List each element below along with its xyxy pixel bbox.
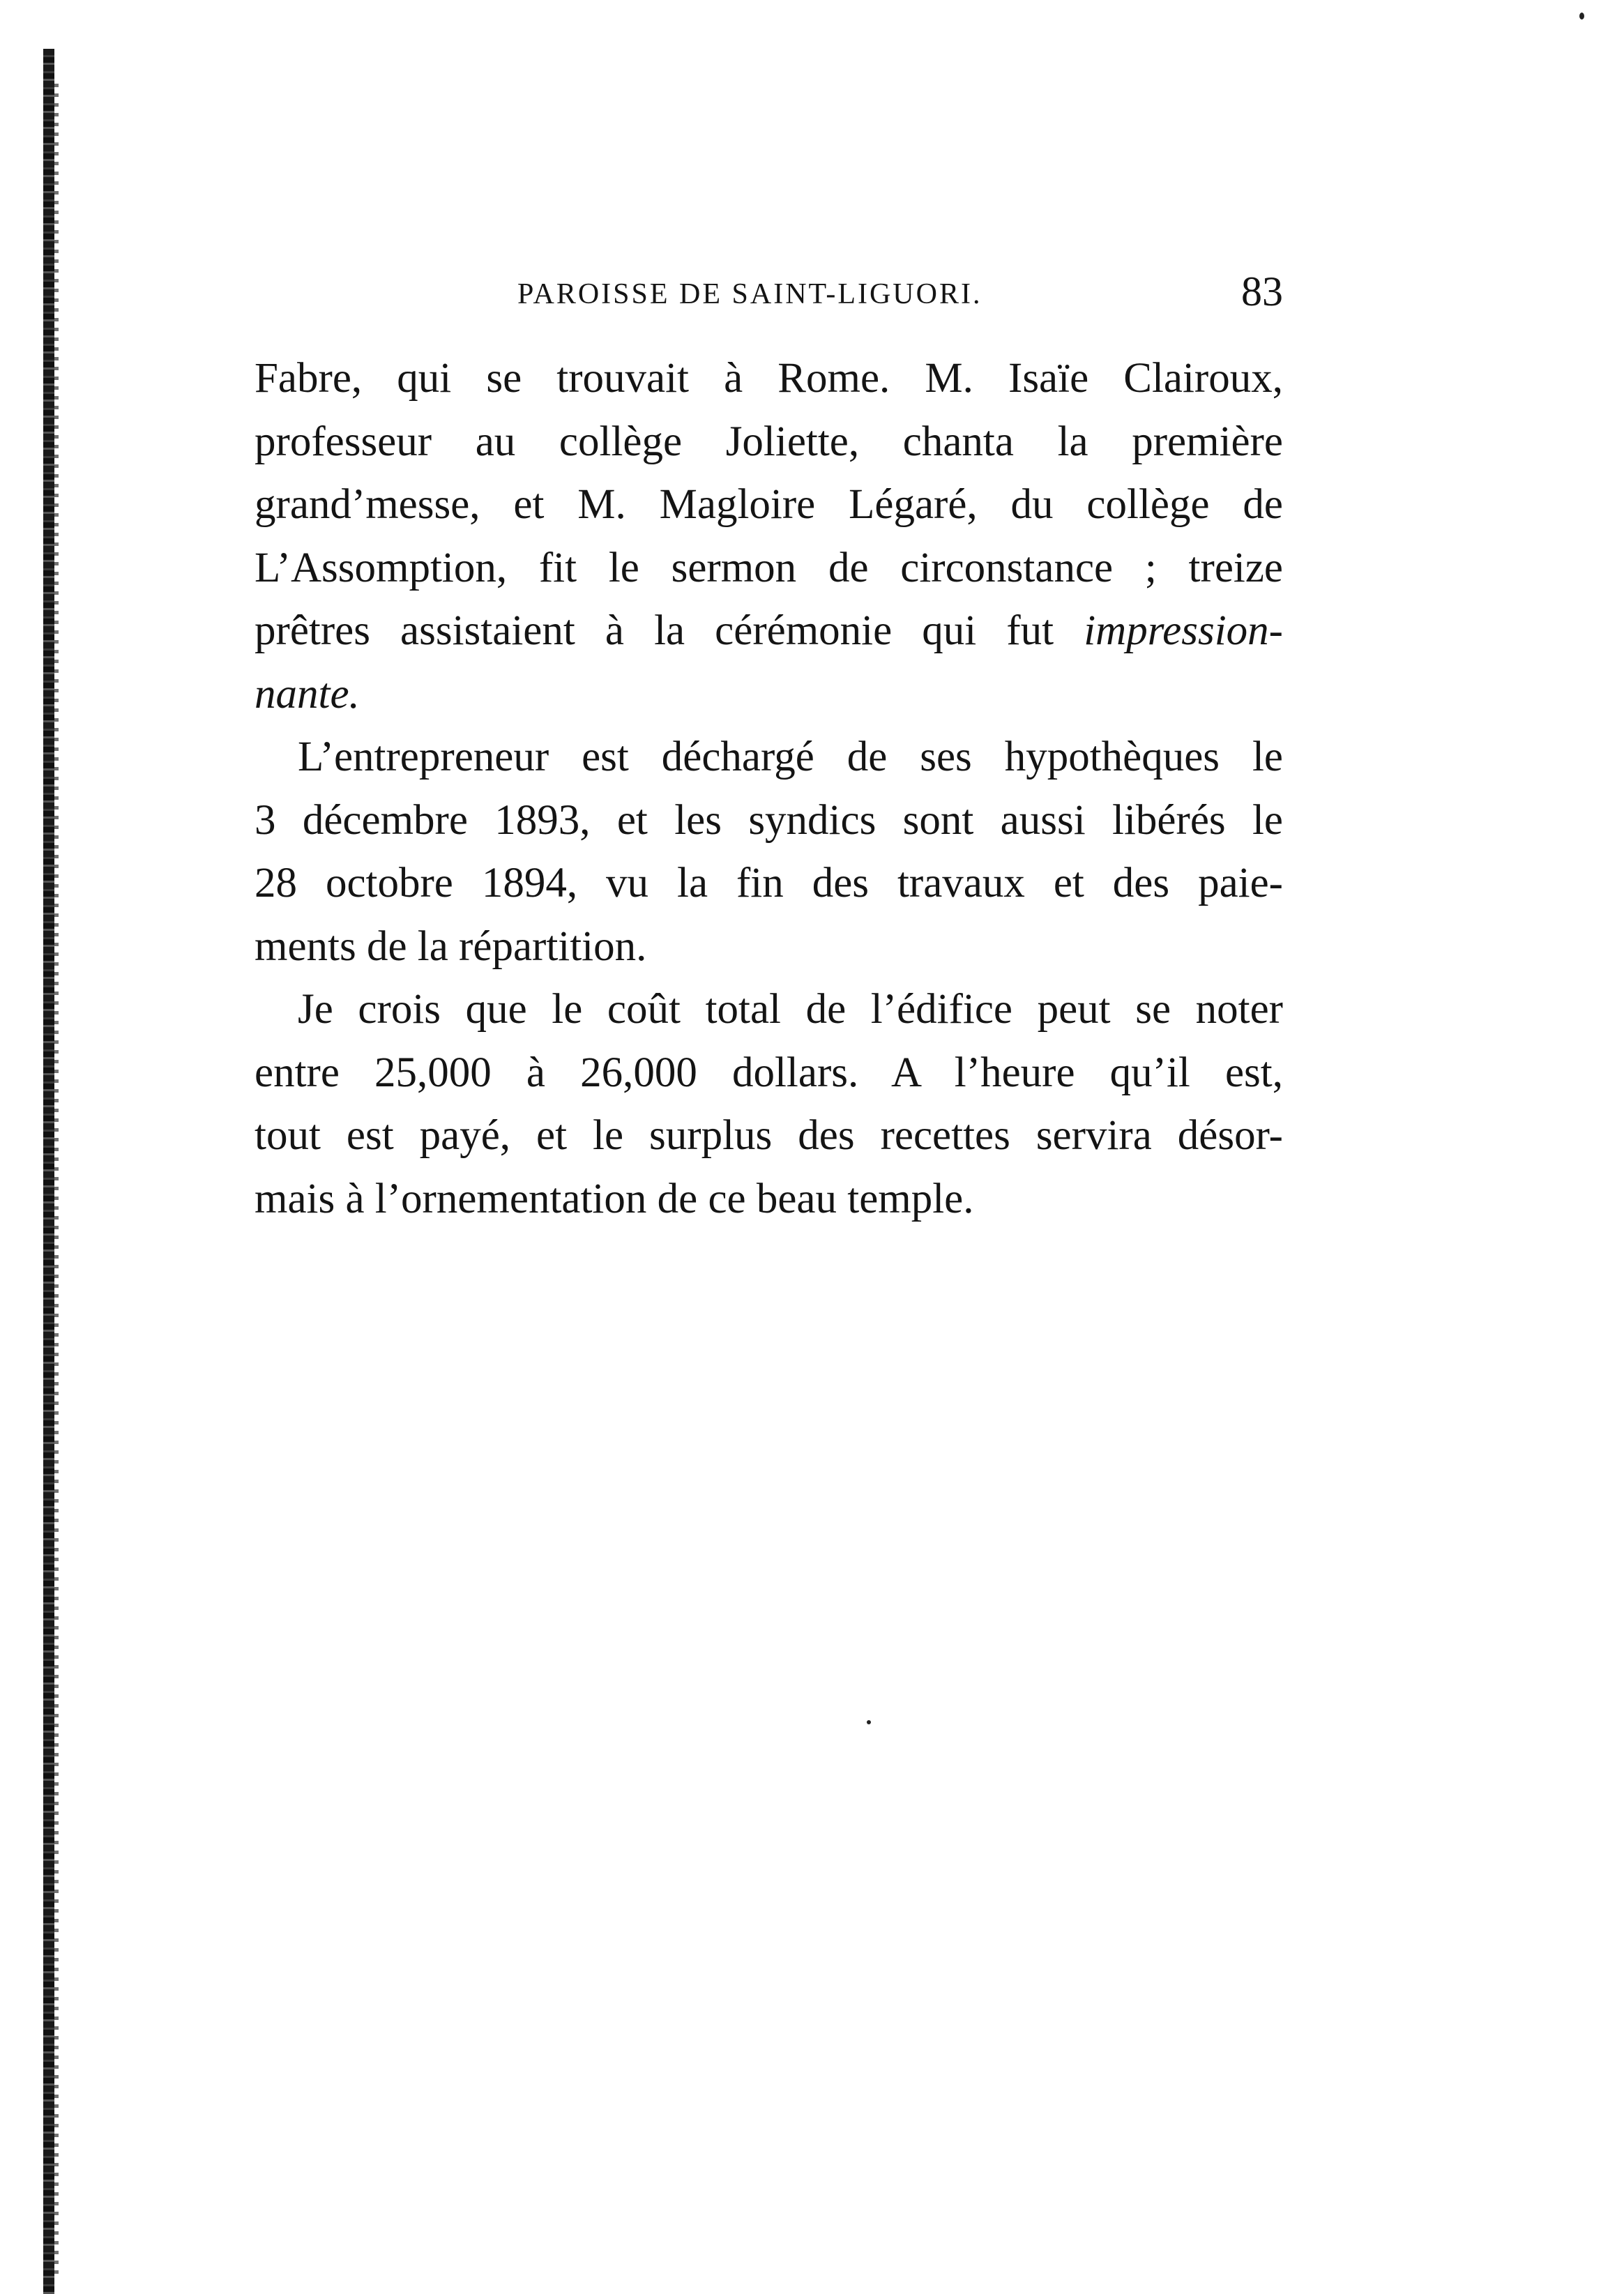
page-number: 83 — [1241, 268, 1283, 314]
scan-speck — [867, 1720, 871, 1724]
body-text — [255, 347, 1283, 1231]
text-line — [255, 663, 1283, 727]
scan-speck — [1579, 13, 1584, 20]
text-line: mais à l’ornementation de ce beau temple. — [255, 1175, 974, 1222]
text-line: 28 octobre 1894, vu la fin des travaux et des paie- — [255, 860, 1283, 906]
scanned-binding-edge — [43, 49, 54, 2294]
text-line: Je crois que le coût total de l’édifice peut se noter — [298, 986, 1283, 1033]
running-head — [248, 268, 1290, 328]
text-line: tout est payé, et le surplus des recettes servira désor- — [255, 1112, 1283, 1159]
text-line — [255, 600, 1283, 663]
italic-text: nante. — [255, 670, 360, 717]
text-line: professeur au collège Joliette, chanta la première — [255, 418, 1283, 465]
text-line: entre 25,000 à 26,000 dollars. A l’heure qu’il est, — [255, 1049, 1283, 1096]
italic-text: impression- — [1084, 607, 1283, 654]
text-span: prêtres assistaient à la cérémonie qui fut — [255, 607, 1084, 654]
scanned-binding-shadow — [54, 84, 59, 2280]
text-line: ments de la répartition. — [255, 922, 647, 970]
text-line: L’entrepreneur est déchargé de ses hypothèques le — [298, 734, 1283, 780]
text-line: grand’messe, et M. Magloire Légaré, du collège de — [255, 481, 1283, 528]
text-line: 3 décembre 1893, et les syndics sont aussi libérés le — [255, 796, 1283, 844]
text-line: Fabre, qui se trouvait à Rome. M. Isaïe Clairoux, — [255, 355, 1283, 402]
running-title: PAROISSE DE SAINT-LIGUORI. — [517, 278, 982, 310]
text-line: L’Assomption, fit le sermon de circonstance ; treize — [255, 544, 1283, 591]
